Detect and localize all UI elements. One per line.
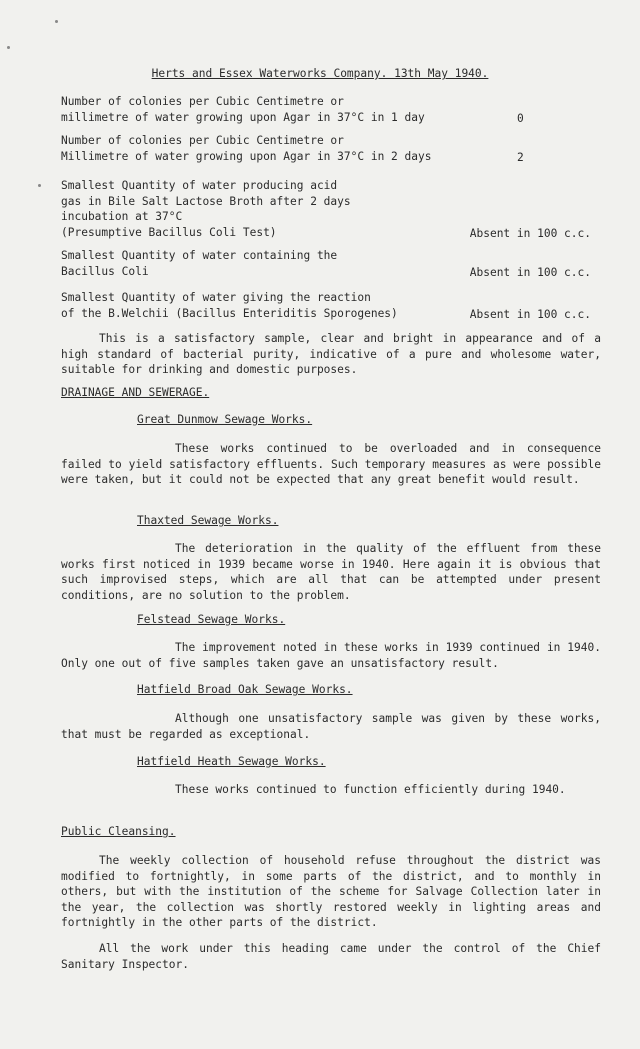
test-row-bacillus-coli (61, 248, 591, 279)
test-value: Absent in 100 c.c. (469, 308, 591, 321)
page-title: Herts and Essex Waterworks Company. 13th May 1940. (151, 67, 489, 80)
paragraph-hatfield-heath (61, 782, 601, 798)
subheading-hatfield-heath: Hatfield Heath Sewage Works. (137, 755, 326, 768)
paragraph-cleansing-collection (61, 853, 601, 931)
subheading-great-dunmow: Great Dunmow Sewage Works. (137, 413, 313, 426)
test-value: Absent in 100 c.c. (469, 266, 591, 279)
test-row-welchii (61, 290, 591, 321)
paragraph-text: The improvement noted in these works in 1939 continued in 1940. Only one out of five samples taken gave an unsatisfactory result. (61, 641, 601, 670)
section-heading-public-cleansing: Public Cleansing. (61, 825, 176, 838)
scan-speck (7, 46, 10, 49)
paragraph-text: Although one unsatisfactory sample was given by these works, that must be regarded as exceptional. (61, 712, 601, 741)
paragraph-thaxted (61, 541, 601, 603)
scan-speck (38, 184, 41, 187)
paragraph-great-dunmow (61, 441, 601, 488)
paragraph-text: The deterioration in the quality of the effluent from these works first noticed in 1939 became worse in 1940. Here again it is obvious that such improvised steps, which are all that can be attempted under present conditions, are no solution to the problem. (61, 542, 601, 602)
paragraph-text: These works continued to be overloaded and in consequence failed to yield satisfactory effluents. Such temporary measures as were possible were taken, but it could not be expected that any great benefit would result. (61, 442, 601, 486)
test-value: 0 (517, 112, 524, 125)
subheading-thaxted: Thaxted Sewage Works. (137, 514, 279, 527)
paragraph-text: These works continued to function efficiently during 1940. (175, 783, 566, 796)
scan-speck (55, 20, 58, 23)
summary-text: This is a satisfactory sample, clear and bright in appearance and of a high standard of bacterial purity, indicative of a pure and wholesome water, suitable for drinking and domestic purposes. (61, 332, 601, 376)
test-label: Number of colonies per Cubic Centimetre or millimetre of water growing upon Agar in 37°C in 1 day (61, 95, 425, 124)
test-row-agar-2-days (61, 133, 591, 164)
test-label: Number of colonies per Cubic Centimetre or Millimetre of water growing upon Agar in 37°C in 2 days (61, 134, 432, 163)
test-label: Smallest Quantity of water containing the Bacillus Coli (61, 249, 338, 278)
paragraph-cleansing-control (61, 941, 601, 972)
test-value: Absent in 100 c.c. (469, 227, 591, 240)
subheading-hatfield-broad-oak: Hatfield Broad Oak Sewage Works. (137, 683, 353, 696)
subheading-felstead: Felstead Sewage Works. (137, 613, 286, 626)
paragraph-hatfield-broad-oak (61, 711, 601, 742)
test-label: Smallest Quantity of water giving the reaction of the B.Welchii (Bacillus Enteriditis Sporogenes) (61, 291, 398, 320)
paragraph-felstead (61, 640, 601, 671)
test-label: Smallest Quantity of water producing acid gas in Bile Salt Lactose Broth after 2 days incubation at 37°C (Presumptive Bacillus Coli Test) (61, 179, 351, 239)
test-row-presumptive-coli (61, 178, 591, 240)
paragraph-text: The weekly collection of household refuse throughout the district was modified to fortnightly, in some parts of the district, and to monthly in others, but with the institution of the scheme for Salvage Collection later in the year, the collection was shortly restored weekly in lighting areas and fortnightly in the other parts of the district. (61, 854, 601, 929)
summary-paragraph (61, 331, 601, 378)
test-value: 2 (517, 151, 524, 164)
section-heading-drainage: DRAINAGE AND SEWERAGE. (61, 386, 210, 399)
test-row-agar-1-day (61, 94, 591, 125)
paragraph-text: All the work under this heading came under the control of the Chief Sanitary Inspector. (61, 942, 601, 971)
